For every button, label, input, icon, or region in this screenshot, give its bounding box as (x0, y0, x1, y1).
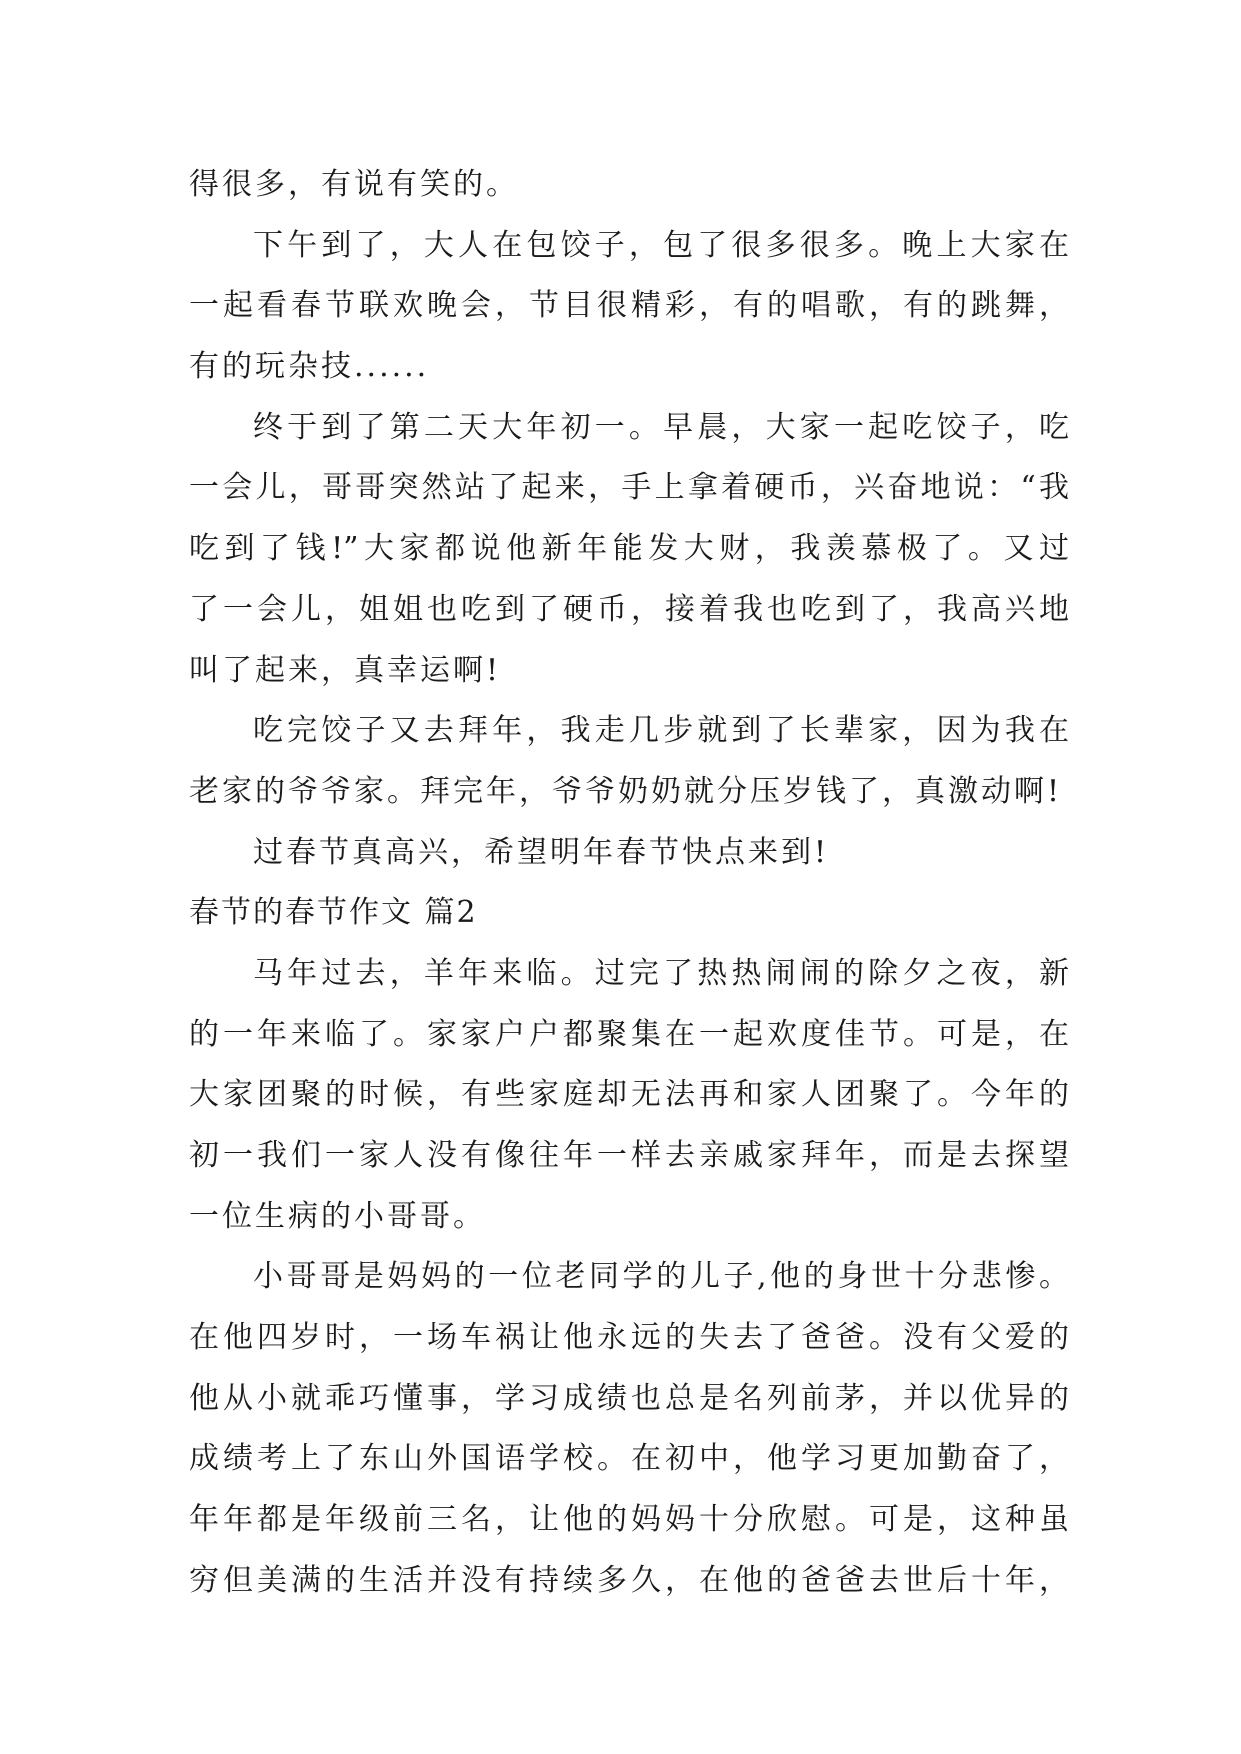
text-line: 叫了起来，真幸运啊! (189, 652, 502, 688)
text-line: 的一年来临了。家家户户都聚集在一起欢度佳节。可是，在 (189, 1016, 1069, 1052)
text-line: 在他四岁时，一场车祸让他永远的失去了爸爸。没有父爱的 (189, 1320, 1069, 1356)
text-line: 一位生病的小哥哥。 (189, 1198, 486, 1234)
text-line: 穷但美满的生活并没有持续多久，在他的爸爸去世后十年， (189, 1562, 1069, 1598)
text-line: 过春节真高兴，希望明年春节快点来到! (253, 834, 830, 870)
text-line: 了一会儿，姐姐也吃到了硬币，接着我也吃到了，我高兴地 (189, 591, 1069, 627)
text-line: 一起看春节联欢晚会，节目很精彩，有的唱歌，有的跳舞， (189, 288, 1069, 324)
document-body (189, 155, 1069, 1612)
text-line: 小哥哥是妈妈的一位老同学的儿子,他的身世十分悲惨。 (253, 1259, 1069, 1295)
paragraph (189, 1247, 1069, 1611)
text-line: 有的玩杂技...... (189, 349, 430, 385)
text-line: 初一我们一家人没有像往年一样去亲戚家拜年，而是去探望 (189, 1138, 1069, 1173)
paragraph (189, 944, 1069, 1247)
text-line: 下午到了，大人在包饺子，包了很多很多。晚上大家在 (253, 227, 1069, 263)
paragraph (189, 823, 1069, 884)
text-line: 吃到了钱!”大家都说他新年能发大财，我羡慕极了。又过 (189, 531, 1069, 567)
section-heading (189, 883, 1069, 944)
text-line: 终于到了第二天大年初一。早晨，大家一起吃饺子，吃 (253, 409, 1069, 445)
text-line: 年年都是年级前三名，让他的妈妈十分欣慰。可是，这种虽 (189, 1502, 1069, 1538)
text-line: 一会儿，哥哥突然站了起来，手上拿着硬币，兴奋地说：“我 (189, 470, 1069, 506)
paragraph (189, 701, 1069, 822)
paragraph (189, 155, 1069, 216)
heading-text: 春节的春节作文 篇2 (189, 895, 478, 931)
text-line: 他从小就乖巧懂事，学习成绩也总是名列前茅，并以优异的 (189, 1380, 1069, 1416)
paragraph (189, 398, 1069, 701)
text-line: 马年过去，羊年来临。过完了热热闹闹的除夕之夜，新 (253, 955, 1069, 991)
text-line: 吃完饺子又去拜年，我走几步就到了长辈家，因为我在 (253, 713, 1069, 749)
paragraph (189, 216, 1069, 398)
text-line: 老家的爷爷家。拜完年，爷爷奶奶就分压岁钱了，真激动啊! (189, 773, 1063, 809)
text-line: 成绩考上了东山外国语学校。在初中，他学习更加勤奋了， (189, 1441, 1069, 1477)
text-line: 得很多，有说有笑的。 (189, 167, 519, 202)
text-line: 大家团聚的时候，有些家庭却无法再和家人团聚了。今年的 (189, 1077, 1069, 1113)
